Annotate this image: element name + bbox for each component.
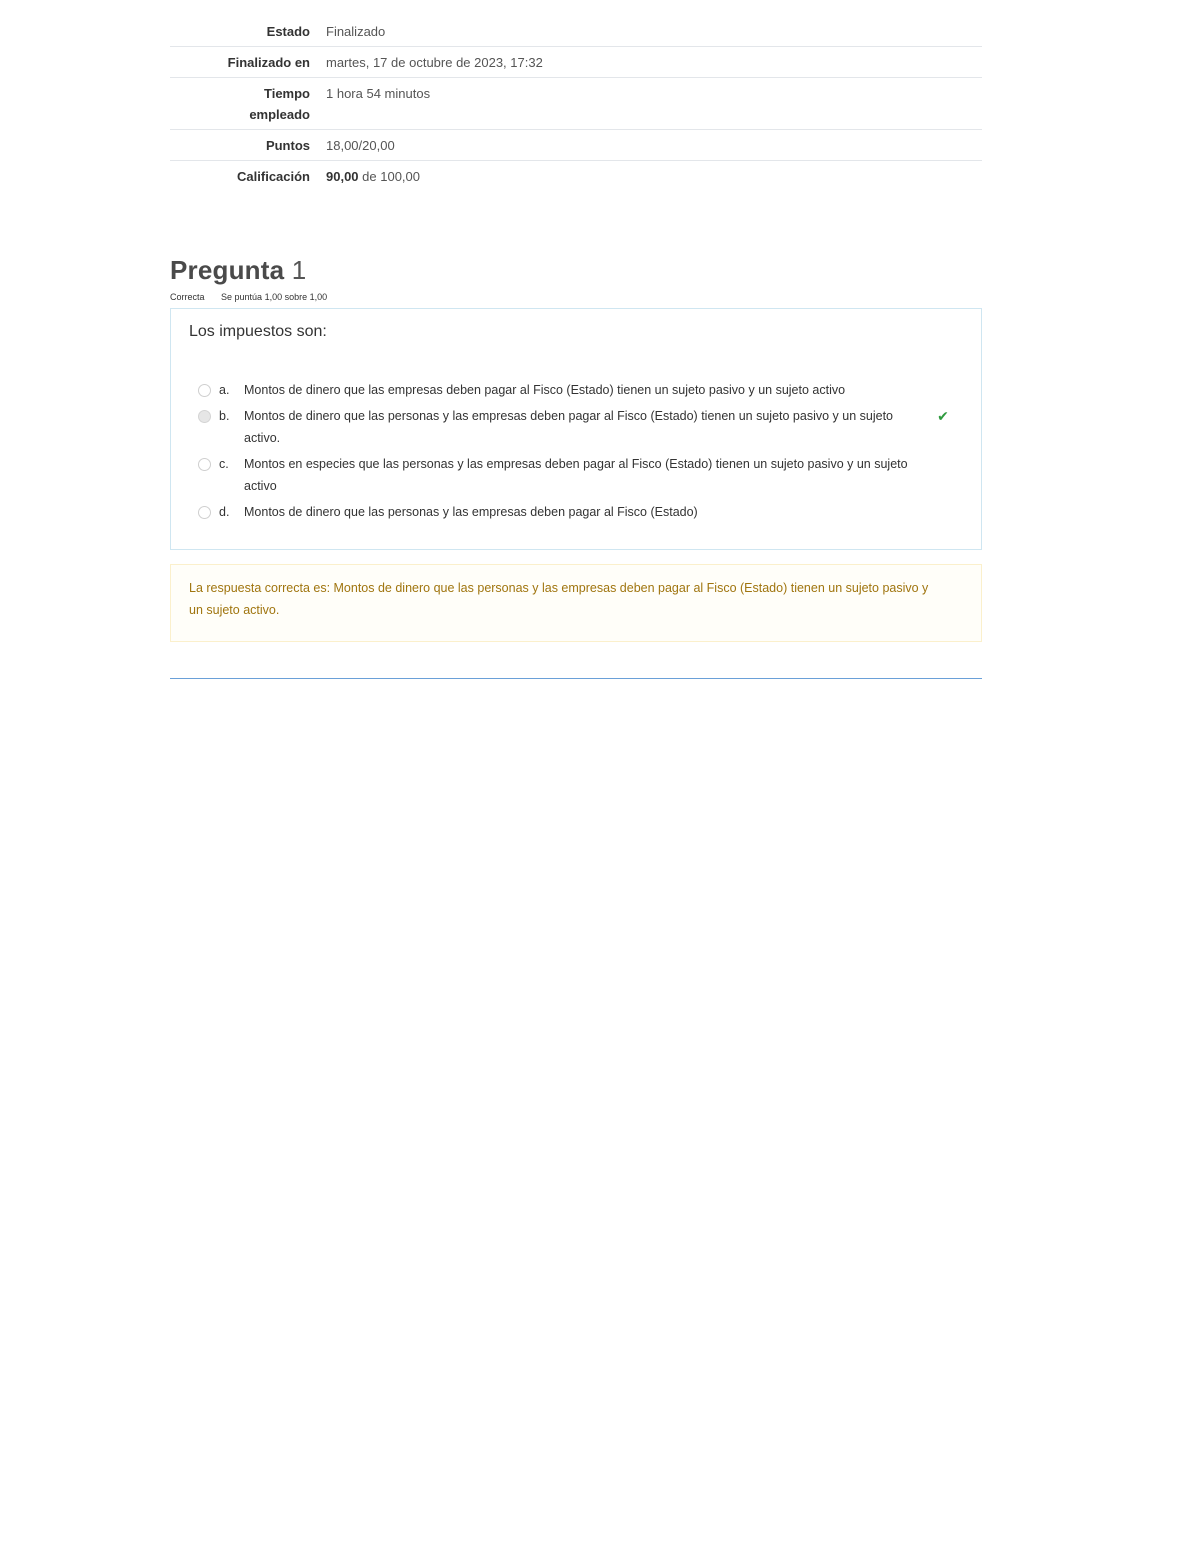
puntos-label: Puntos: [265, 138, 310, 153]
question-title: [170, 255, 982, 286]
question-grade: Se puntúa 1,00 sobre 1,00: [221, 292, 328, 302]
tiempo-label-line-1: Tiempo: [264, 86, 310, 101]
question-number: 1: [291, 255, 307, 285]
summary-row-finalizado: [170, 47, 982, 78]
answer-letter: b.: [219, 409, 230, 423]
answer-letter: a.: [219, 383, 230, 397]
calificacion-label: Calificación: [237, 169, 310, 184]
tiempo-value: 1 hora 54 minutos: [326, 86, 431, 101]
attempt-summary-table: [170, 16, 982, 191]
radio-button-d[interactable]: [198, 506, 211, 519]
finalizado-value: martes, 17 de octubre de 2023, 17:32: [326, 55, 543, 70]
answer-option-a[interactable]: [189, 379, 961, 401]
tiempo-label-line-2: empleado: [249, 107, 310, 122]
question-status: Correcta: [170, 292, 205, 302]
question-text: Los impuestos son:: [189, 323, 327, 340]
radio-button-b-selected[interactable]: [198, 410, 211, 423]
radio-button-c[interactable]: [198, 458, 211, 471]
calificacion-value: [324, 161, 982, 192]
question-info: [170, 292, 982, 302]
answer-letter: d.: [219, 505, 230, 519]
summary-row-estado: [170, 16, 982, 47]
summary-row-puntos: [170, 130, 982, 161]
finalizado-label: Finalizado en: [227, 55, 310, 70]
answer-text: Montos de dinero que las personas y las empresas deben pagar al Fisco (Estado): [244, 505, 698, 519]
feedback-text: La respuesta correcta es: Montos de dinero que las personas y las empresas deben pagar al Fisco (Estado) tienen un sujeto pasivo y un sujeto activo.: [189, 581, 929, 617]
correct-check-icon: ✔: [937, 408, 949, 424]
answer-option-c[interactable]: [189, 453, 961, 497]
answer-option-d[interactable]: [189, 501, 961, 523]
radio-button-a[interactable]: [198, 384, 211, 397]
answer-text: Montos de dinero que las personas y las empresas deben pagar al Fisco (Estado) tienen un sujeto pasivo y un sujeto activo.: [244, 409, 893, 445]
estado-value: Finalizado: [326, 24, 386, 39]
answer-text: Montos en especies que las personas y las empresas deben pagar al Fisco (Estado) tienen un sujeto pasivo y un sujeto activo: [244, 457, 908, 493]
calificacion-out-of: de 100,00: [358, 169, 420, 184]
estado-label: Estado: [266, 24, 310, 39]
tiempo-label: [170, 78, 324, 130]
question-content-box: [170, 308, 982, 550]
quiz-review: [170, 0, 982, 679]
answer-text: Montos de dinero que las empresas deben pagar al Fisco (Estado) tienen un sujeto pasivo y un sujeto activo: [244, 383, 846, 397]
puntos-value: 18,00/20,00: [326, 138, 395, 153]
answer-letter: c.: [219, 457, 229, 471]
correct-answer-feedback: [170, 564, 982, 642]
answer-option-b[interactable]: [189, 405, 961, 449]
summary-row-calificacion: [170, 161, 982, 192]
section-divider: [170, 678, 982, 679]
summary-row-tiempo: [170, 78, 982, 130]
question-title-word: Pregunta: [170, 255, 285, 285]
calificacion-score: 90,00: [326, 169, 359, 184]
